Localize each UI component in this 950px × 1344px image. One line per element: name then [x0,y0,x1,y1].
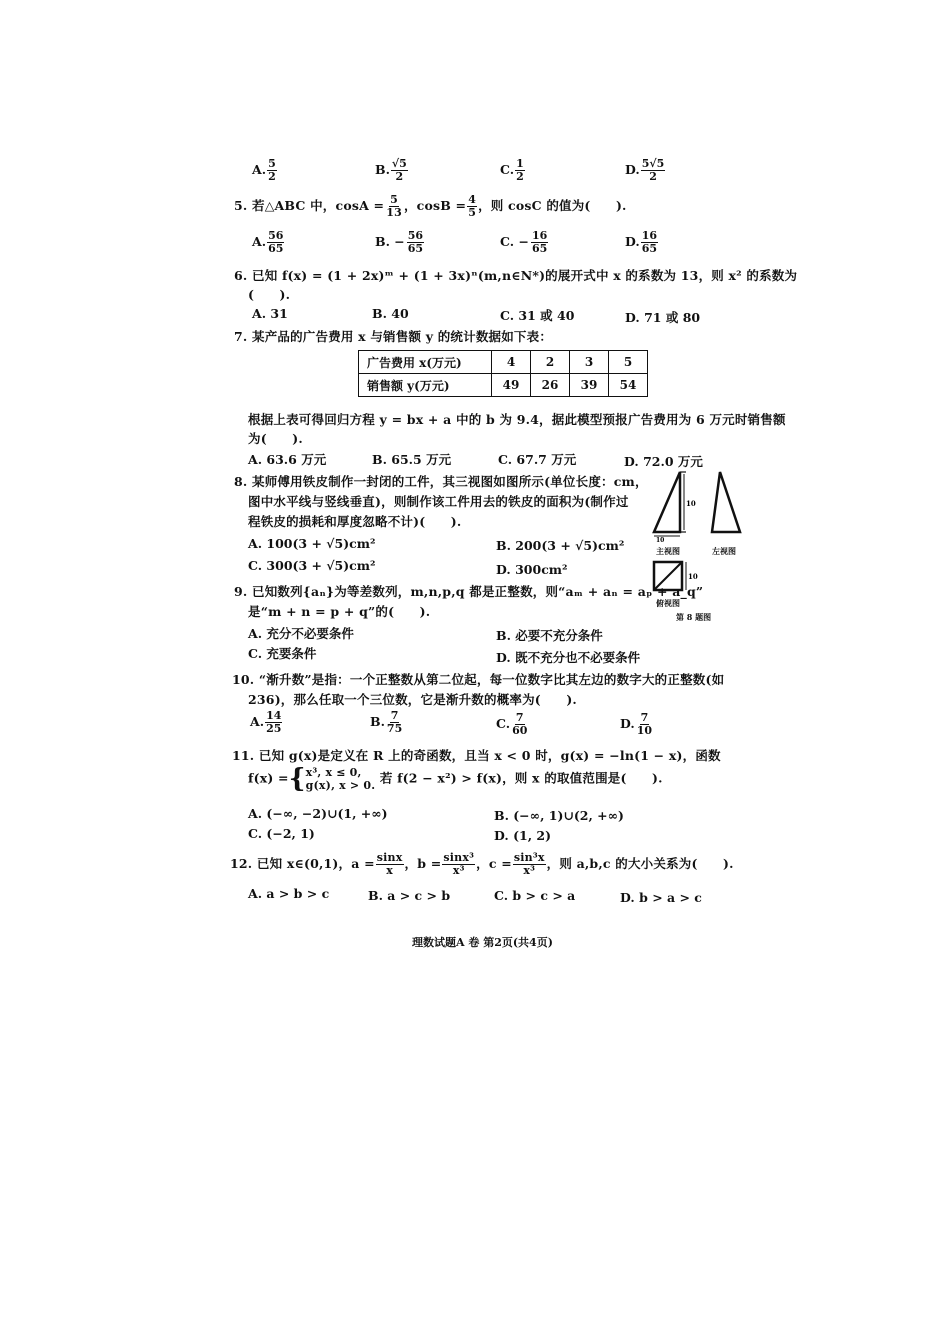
q4-option-c: C. $\frac{1}{2}$ [500,157,524,183]
q11-option-a: A. (−∞, −2)∪(1, +∞) [248,806,388,821]
page-footer: 理数试题A 卷 第2页(共4页) [412,936,553,949]
q9-line1: 9. 已知数列{aₙ}为等差数列，m,n,p,q 都是正整数，则“aₘ + aₙ = aₚ + a_q” [234,584,704,599]
q5-option-d: D. $\frac{16}{65}$ [625,229,658,255]
q6-option-c: C. 31 或 40 [500,308,575,323]
q8-option-d: D. 300cm² [496,562,568,577]
q10-option-a: A. $\frac{14}{25}$ [250,709,282,735]
table-cell: 4 [492,351,531,374]
q7-line2: 根据上表可得回归方程 y = bx + a 中的 b 为 9.4，据此模型预报广告费用为 6 万元时销售额 [248,412,786,427]
q8-line3: 程铁皮的损耗和厚度忽略不计)( ). [248,514,462,529]
q6-option-a: A. 31 [252,306,288,321]
front-dim-label: 10 [686,499,696,508]
q7-line3: 为( ). [248,431,303,446]
q11-option-c: C. (−2, 1) [248,826,315,841]
figure-caption: 第 8 题图 [676,612,712,622]
q6-line2: ( ). [248,287,291,302]
table-row [359,351,648,374]
q10-option-d: D. $\frac{7}{10}$ [620,711,653,737]
q8-option-c: C. 300(3 + √5)cm² [248,558,376,573]
q9-option-b: B. 必要不充分条件 [496,628,603,643]
q12-option-a: A. a > b > c [248,886,330,901]
q7-option-a: A. 63.6 万元 [248,452,327,467]
q7-option-b: B. 65.5 万元 [372,452,452,467]
table-cell: 26 [531,374,570,397]
q9-option-c: C. 充要条件 [248,646,317,661]
top-view-label: 俯视图 [656,598,680,608]
table-cell: 3 [570,351,609,374]
table-header-cell: 广告费用 x(万元) [359,351,492,374]
q11-line1: 11. 已知 g(x)是定义在 R 上的奇函数，且当 x < 0 时，g(x) = −ln(1 − x)，函数 [232,748,721,763]
table-cell: 5 [609,351,648,374]
q5-option-c: C. − $\frac{16}{65}$ [500,229,548,255]
bottom-dim-label: 10 [656,537,665,544]
q11-piecewise: f(x) ={ x³, x ≤ 0, g(x), x > 0. 若 f(2 − x²) > f(x)，则 x 的取值范围是( ). [248,764,663,794]
side-view-label: 左视图 [712,546,736,556]
front-view [654,472,696,544]
q6-option-b: B. 40 [372,306,409,321]
q5-stem: 5. 若△ABC 中，cosA = $\frac{5}{13}$ ，cosB = $\frac{4}{5}$ ，则 cosC 的值为( ). [234,193,627,219]
q12-option-c: C. b > c > a [494,888,576,903]
q12-stem: 12. 已知 x∈(0,1)，a = $\frac{\sin x}{x}$ ，b = $\frac{\text{sinx³}}{\text{x³}}$ ，c = $\frac{\text{sin³x}}{\text{x³}}$ ，则 a,b,c 的大小关系为( ). [230,851,734,877]
q10-line1: 10. “渐升数”是指：一个正整数从第二位起，每一位数字比其左边的数字大的正整数(如 [232,672,725,687]
q6-line1: 6. 已知 f(x) = (1 + 2x)ᵐ + (1 + 3x)ⁿ(m,n∈N*)的展开式中 x 的系数为 13，则 x² 的系数为 [234,268,798,283]
top-dim-label: 10 [688,572,698,581]
q11-option-d: D. (1, 2) [494,828,552,843]
q7-option-c: C. 67.7 万元 [498,452,577,467]
q8-line1: 8. 某师傅用铁皮制作一封闭的工件，其三视图如图所示(单位长度：cm， [234,474,648,489]
q12-option-d: D. b > a > c [620,890,702,905]
q7-option-d: D. 72.0 万元 [624,454,703,469]
q4-option-d: D. $\frac{5√5}{2}$ [625,157,665,183]
table-cell: 39 [570,374,609,397]
q9-option-a: A. 充分不必要条件 [248,626,354,641]
side-view [712,472,740,532]
table-cell: 49 [492,374,531,397]
q10-option-b: B. $\frac{7}{75}$ [370,709,403,735]
q5-option-a: A. $\frac{56}{65}$ [252,229,284,255]
table-cell: 54 [609,374,648,397]
q8-option-a: A. 100(3 + √5)cm² [248,536,376,551]
q10-line2: 236)，那么任取一个三位数，它是渐升数的概率为( ). [248,692,577,707]
q8-option-b: B. 200(3 + √5)cm² [496,538,625,553]
q9-line2: 是“m + n = p + q”的( ). [248,604,431,619]
table-row [359,374,648,397]
q4-option-b: B. $\frac{√5}{2}$ [375,157,407,183]
q11-option-b: B. (−∞, 1)∪(2, +∞) [494,808,624,823]
q7-line1: 7. 某产品的广告费用 x 与销售额 y 的统计数据如下表： [234,329,553,344]
q7-data-table [358,350,648,397]
table-header-cell: 销售额 y(万元) [359,374,492,397]
q8-line2: 图中水平线与竖线垂直)，则制作该工件用去的铁皮的面积为(制作过 [248,494,629,509]
q12-option-b: B. a > c > b [368,888,451,903]
q4-option-a: A. $\frac{5}{2}$ [252,157,276,183]
q6-option-d: D. 71 或 80 [625,310,701,325]
q9-option-d: D. 既不充分也不必要条件 [496,650,641,665]
q5-option-b: B. − $\frac{56}{65}$ [375,229,424,255]
table-cell: 2 [531,351,570,374]
front-view-label: 主视图 [656,546,680,556]
q10-option-c: C. $\frac{7}{60}$ [496,711,528,737]
